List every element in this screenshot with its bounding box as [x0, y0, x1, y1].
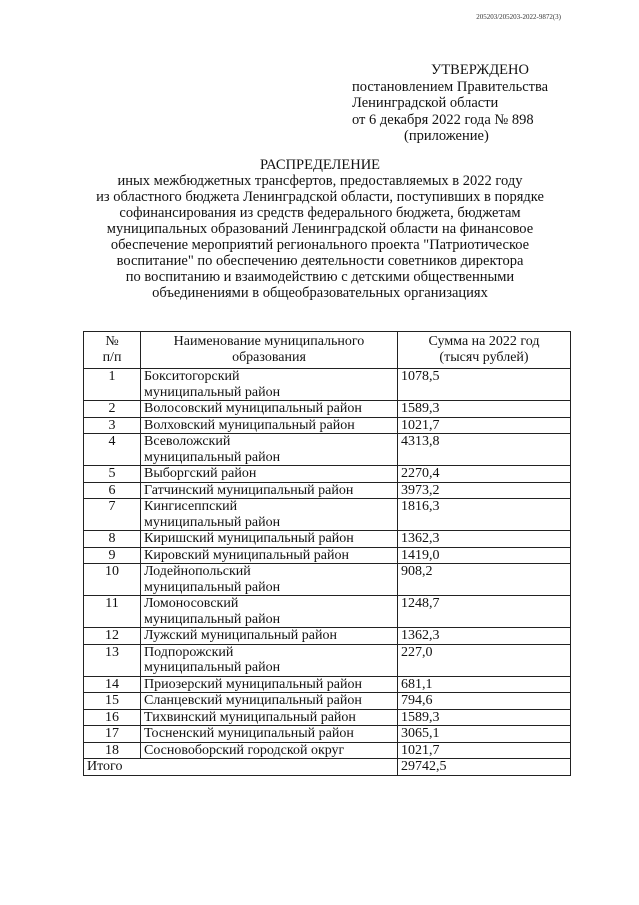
table-row — [84, 482, 571, 499]
municipality-name-line: муниципальный район — [144, 611, 281, 627]
municipality-name-line: Выборгский район — [144, 466, 257, 481]
table-row — [84, 693, 571, 710]
row-sum: 1816,3 — [398, 499, 571, 531]
approval-line: от 6 декабря 2022 года № 898 — [352, 111, 534, 128]
header-text: (тысяч рублей) — [439, 349, 529, 365]
table-row — [84, 628, 571, 645]
row-number: 17 — [84, 726, 141, 743]
row-number: 1 — [84, 369, 141, 401]
header-text: № — [105, 334, 119, 349]
municipality-name — [141, 482, 398, 499]
row-number: 11 — [84, 596, 141, 628]
municipality-name-line: Тосненский муниципальный район — [144, 726, 354, 741]
municipality-name-line: Подпорожский — [144, 644, 234, 660]
approval-title: УТВЕРЖДЕНО — [431, 62, 529, 78]
table-row — [84, 596, 571, 628]
total-row — [84, 759, 571, 776]
municipality-name — [141, 466, 398, 483]
header-text: образования — [232, 349, 306, 365]
heading-line: иных межбюджетных трансфертов, предоставляемых в 2022 году — [117, 173, 523, 189]
heading-line: из областного бюджета Ленинградской области, поступивших в порядке — [96, 189, 544, 205]
row-number: 4 — [84, 434, 141, 466]
row-sum: 1589,3 — [398, 401, 571, 418]
row-sum: 1248,7 — [398, 596, 571, 628]
heading-line: объединениями в общеобразовательных организациях — [152, 285, 488, 301]
heading-line: муниципальных образований Ленинградской области на финансовое — [106, 221, 534, 237]
heading-line: обеспечение мероприятий регионального проекта "Патриотическое — [110, 237, 530, 253]
municipality-name-line: Волховский муниципальный район — [144, 417, 355, 433]
row-sum: 1362,3 — [398, 531, 571, 548]
municipality-name-line: Лужский муниципальный район — [144, 628, 337, 643]
municipality-name-line: Приозерский муниципальный район — [144, 676, 362, 692]
municipality-name-line: Ломоносовский — [144, 596, 239, 611]
municipality-name-line: Всеволожский — [144, 434, 231, 449]
heading-line: софинансирования из средств федерального бюджета, бюджетам — [119, 205, 521, 221]
approval-line: Ленинградской области — [352, 95, 499, 111]
row-number: 8 — [84, 531, 141, 548]
municipality-name-line: муниципальный район — [144, 514, 281, 530]
approval-attachment-note: (приложение) — [404, 128, 489, 144]
approval-line: постановлением Правительства — [352, 78, 549, 95]
municipality-name — [141, 726, 398, 743]
municipality-name-line: Киришский муниципальный район — [144, 531, 354, 546]
municipality-name — [141, 709, 398, 726]
municipality-name-line: муниципальный район — [144, 384, 281, 400]
row-sum: 3973,2 — [398, 482, 571, 499]
row-sum: 4313,8 — [398, 434, 571, 466]
row-number: 13 — [84, 644, 141, 676]
municipality-name — [141, 693, 398, 710]
municipality-name — [141, 434, 398, 466]
row-number: 7 — [84, 499, 141, 531]
header-number — [84, 332, 141, 369]
municipality-name — [141, 369, 398, 401]
municipality-name-line: Сосновоборский городской округ — [144, 742, 345, 758]
row-number: 2 — [84, 401, 141, 418]
row-sum: 1021,7 — [398, 742, 571, 759]
municipality-name-line: Лодейнопольский — [144, 564, 251, 579]
table-row — [84, 369, 571, 401]
header-text: п/п — [102, 349, 122, 365]
municipality-name — [141, 742, 398, 759]
row-sum: 1021,7 — [398, 417, 571, 434]
table-row — [84, 709, 571, 726]
row-sum: 681,1 — [398, 676, 571, 693]
row-sum: 2270,4 — [398, 466, 571, 483]
municipality-name — [141, 644, 398, 676]
row-number: 10 — [84, 564, 141, 596]
municipality-name-line: муниципальный район — [144, 660, 281, 675]
row-sum: 227,0 — [398, 644, 571, 676]
row-number: 5 — [84, 466, 141, 483]
row-number: 15 — [84, 693, 141, 710]
header-sum — [398, 332, 571, 369]
table-row — [84, 466, 571, 483]
row-number: 18 — [84, 742, 141, 759]
table-header-row — [84, 332, 571, 369]
table-row — [84, 499, 571, 531]
row-number: 3 — [84, 417, 141, 434]
municipality-name-line: Бокситогорский — [144, 369, 240, 384]
municipality-name-line: Кингисеппский — [144, 499, 238, 514]
row-sum: 794,6 — [398, 693, 571, 710]
header-text: Наименование муниципального — [173, 334, 365, 349]
row-sum: 908,2 — [398, 564, 571, 596]
distribution-table — [83, 331, 571, 776]
row-number: 16 — [84, 709, 141, 726]
table-row — [84, 417, 571, 434]
row-sum: 1589,3 — [398, 709, 571, 726]
total-label: Итого — [84, 759, 398, 776]
table-row — [84, 676, 571, 693]
row-number: 12 — [84, 628, 141, 645]
municipality-name — [141, 596, 398, 628]
approval-block — [352, 62, 602, 145]
row-sum: 1419,0 — [398, 547, 571, 564]
municipality-name-line: Гатчинский муниципальный район — [144, 482, 354, 498]
table-row — [84, 547, 571, 564]
table-row — [84, 564, 571, 596]
municipality-name-line: Сланцевский муниципальный район — [144, 693, 362, 708]
municipality-name-line: муниципальный район — [144, 449, 281, 465]
heading-line: воспитание" по обеспечению деятельности советников директора — [116, 253, 524, 269]
document-id: 205203/205203-2022-9872(3) — [476, 13, 561, 21]
row-number: 14 — [84, 676, 141, 693]
table-row — [84, 531, 571, 548]
municipality-name — [141, 564, 398, 596]
table-row — [84, 742, 571, 759]
municipality-name-line: Волосовский муниципальный район — [144, 401, 362, 416]
table-row — [84, 726, 571, 743]
row-sum: 3065,1 — [398, 726, 571, 743]
municipality-name — [141, 628, 398, 645]
row-sum: 1078,5 — [398, 369, 571, 401]
municipality-name — [141, 417, 398, 434]
table-row — [84, 644, 571, 676]
header-municipality — [141, 332, 398, 369]
municipality-name-line: Тихвинский муниципальный район — [144, 709, 356, 725]
row-number: 6 — [84, 482, 141, 499]
table-row — [84, 434, 571, 466]
row-sum: 1362,3 — [398, 628, 571, 645]
heading-line: по воспитанию и взаимодействию с детскими общественными — [125, 269, 515, 285]
municipality-name-line: Кировский муниципальный район — [144, 547, 349, 563]
municipality-name — [141, 499, 398, 531]
municipality-name — [141, 401, 398, 418]
municipality-name — [141, 676, 398, 693]
row-number: 9 — [84, 547, 141, 564]
heading-title: РАСПРЕДЕЛЕНИЕ — [259, 157, 381, 173]
municipality-name — [141, 531, 398, 548]
table-row — [84, 401, 571, 418]
document-heading — [60, 157, 580, 301]
municipality-name-line: муниципальный район — [144, 579, 281, 595]
total-sum: 29742,5 — [398, 759, 571, 776]
municipality-name — [141, 547, 398, 564]
header-text: Сумма на 2022 год — [428, 334, 540, 349]
